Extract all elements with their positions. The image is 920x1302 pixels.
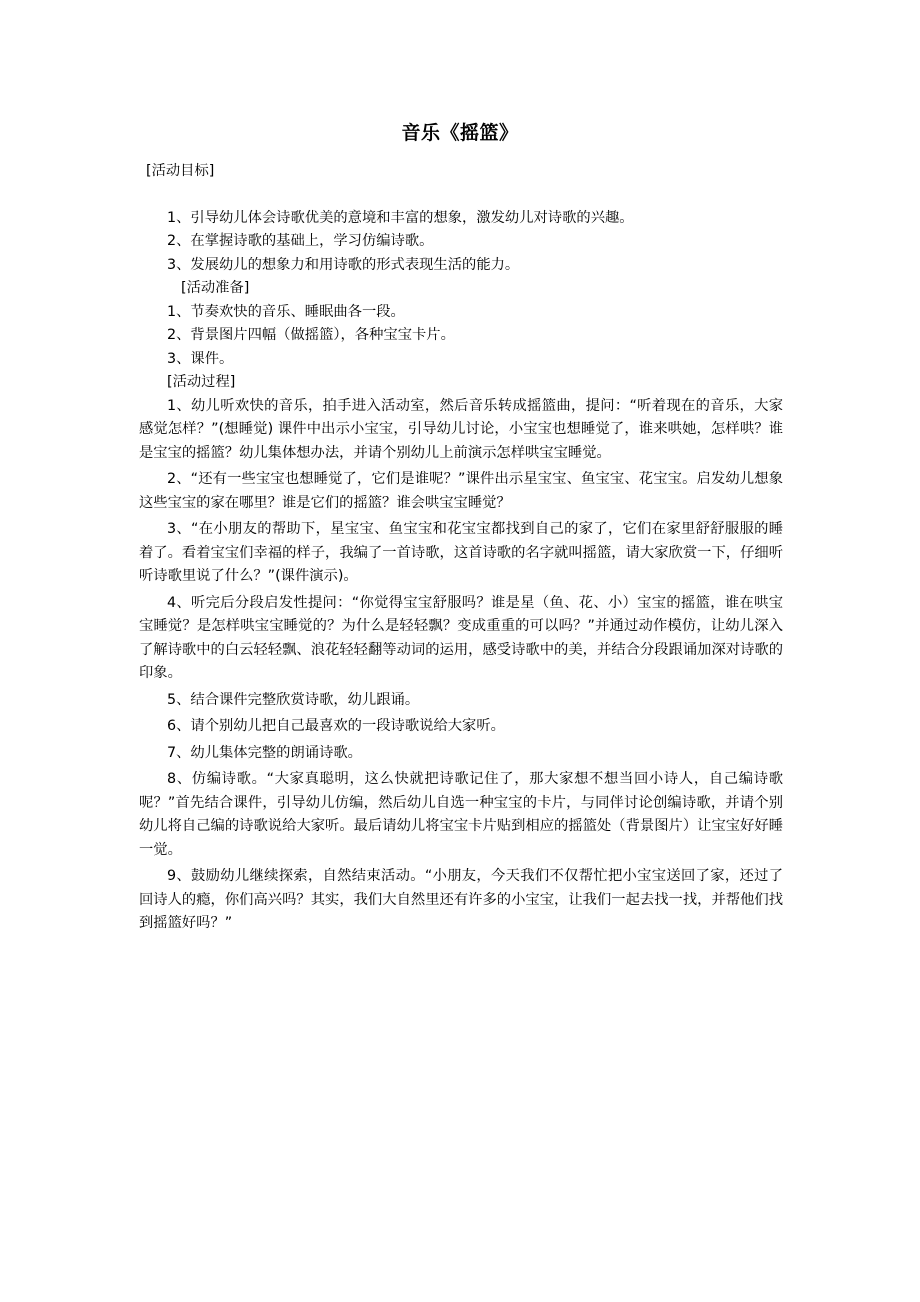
prep-item: 2、背景图片四幅（做摇篮），各种宝宝卡片。: [167, 327, 455, 343]
prep-item: 3、课件。: [167, 350, 234, 367]
process-item: 6、请个别幼儿把自己最喜欢的一段诗歌说给大家听。: [167, 718, 505, 734]
section-heading-preparation: [活动准备]: [181, 280, 250, 296]
process-item: 5、结合课件完整欣赏诗歌，幼儿跟诵。: [167, 691, 420, 708]
process-item: 8、仿编诗歌。“大家真聪明，这么快就把诗歌记住了，那大家想不想当回小诗人，自己编诗歌呢？”首先结合课件，引导幼儿仿编，然后幼儿自选一种宝宝的卡片，与同伴讨论创编诗歌，并请个别幼儿将自己编的诗歌说给大家听。最后请幼儿将宝宝卡片贴到相应的摇篮处（背景图片）让宝宝好好睡一觉。: [139, 771, 783, 858]
process-item: 3、“在小朋友的帮助下，星宝宝、鱼宝宝和花宝宝都找到自己的家了，它们在家里舒舒服服的睡着了。看着宝宝们幸福的样子，我编了一首诗歌，这首诗歌的名字就叫摇篮，请大家欣赏一下，仔细听听诗歌里说了什么？”(课件演示)。: [139, 521, 783, 584]
process-item: 9、鼓励幼儿继续探索，自然结束活动。“小朋友，今天我们不仅帮忙把小宝宝送回了家，还过了回诗人的瘾，你们高兴吗？其实，我们大自然里还有许多的小宝宝，让我们一起去找一找，并帮他们找到摇篮好吗？”: [139, 868, 783, 931]
goal-item: 1、引导幼儿体会诗歌优美的意境和丰富的想象，激发幼儿对诗歌的兴趣。: [167, 209, 634, 226]
process-item: 1、幼儿听欢快的音乐，拍手进入活动室，然后音乐转成摇篮曲，提问：“听着现在的音乐，大家感觉怎样？”(想睡觉) 课件中出示小宝宝，引导幼儿讨论，小宝宝也想睡觉了，谁来哄她，怎样哄？谁是宝宝的摇篮？幼儿集体想办法，并请个别幼儿上前演示怎样哄宝宝睡觉。: [139, 397, 783, 461]
goal-item: 3、发展幼儿的想象力和用诗歌的形式表现生活的能力。: [167, 256, 520, 273]
prep-item: 1、节奏欢快的音乐、睡眠曲各一段。: [167, 303, 405, 320]
section-heading-process: [活动过程]: [167, 374, 236, 390]
page-title: 音乐《摇篮》: [401, 122, 519, 144]
goal-item: 2、在掌握诗歌的基础上，学习仿编诗歌。: [167, 233, 434, 249]
section-heading-goals: [活动目标]: [146, 163, 215, 179]
process-item: 4、听完后分段启发性提问：“你觉得宝宝舒服吗？谁是星（鱼、花、小）宝宝的摇篮，谁在哄宝宝睡觉？是怎样哄宝宝睡觉的？为什么是轻轻飘？变成重重的可以吗？”并通过动作模仿，让幼儿深入了解诗歌中的白云轻轻飘、浪花轻轻翻等动词的运用，感受诗歌中的美，并结合分段跟诵加深对诗歌的印象。: [139, 594, 783, 681]
process-item: 2、“还有一些宝宝也想睡觉了，它们是谁呢？”课件出示星宝宝、鱼宝宝、花宝宝。启发幼儿想象这些宝宝的家在哪里？谁是它们的摇篮？谁会哄宝宝睡觉？: [139, 471, 783, 511]
process-item: 7、幼儿集体完整的朗诵诗歌。: [167, 744, 362, 761]
document-body: [139, 160, 783, 936]
